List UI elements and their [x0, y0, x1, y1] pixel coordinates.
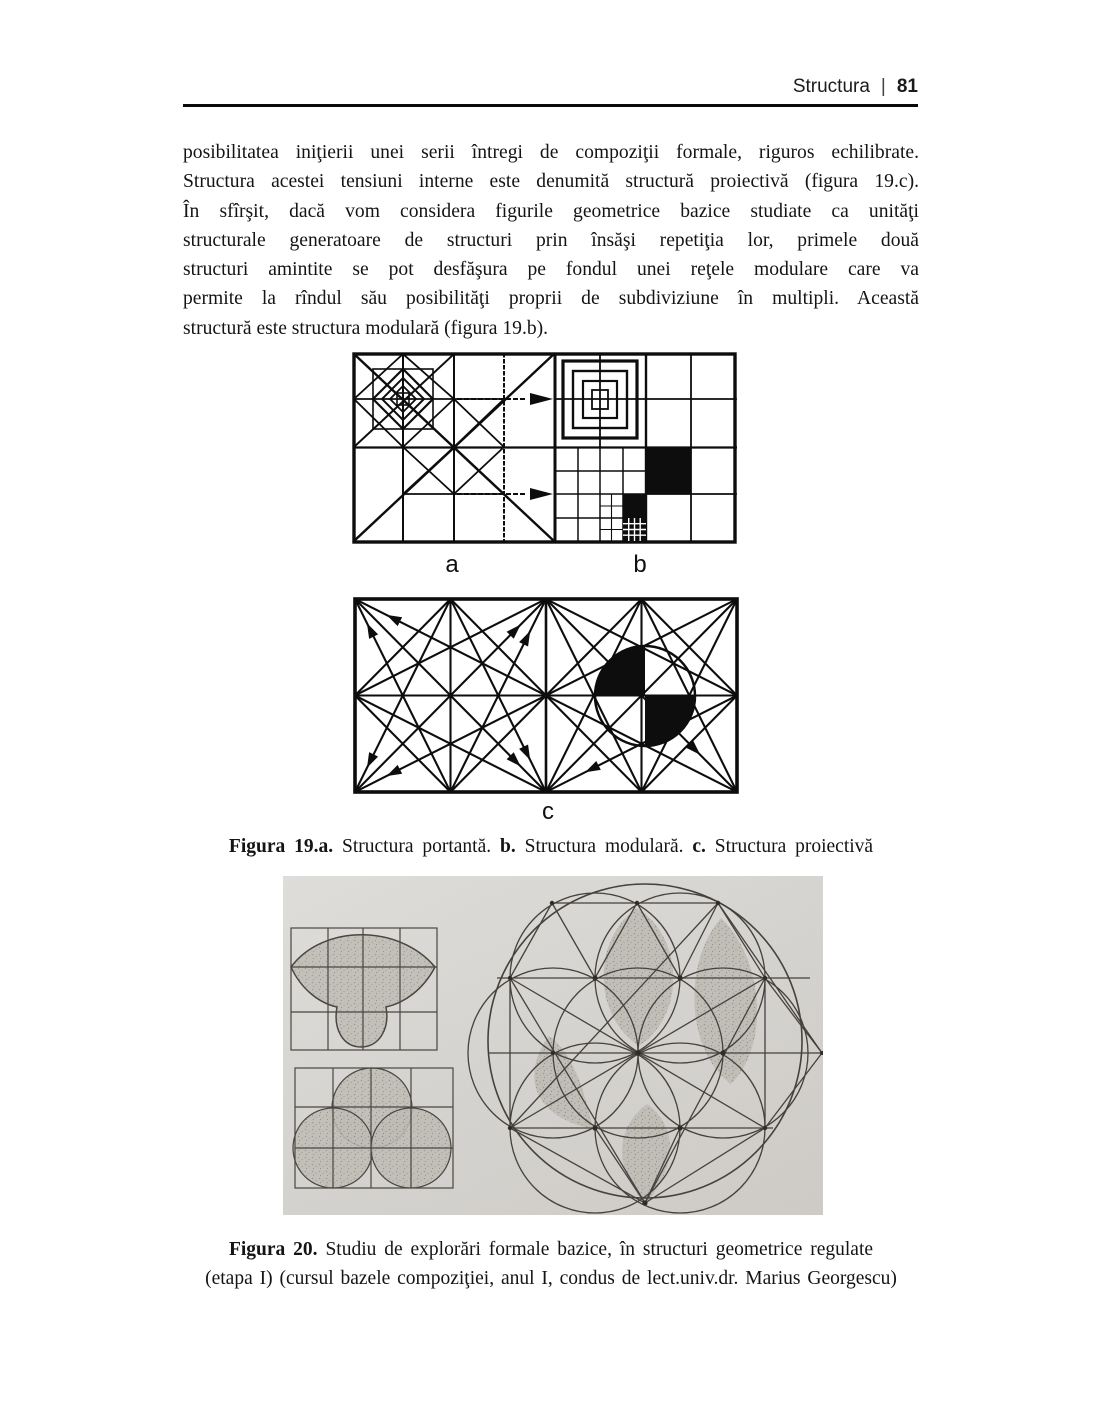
figure20-caption-number: Figura 20.	[228, 1239, 318, 1260]
paragraph-line: structură este structura modulară (figura 19.b).	[183, 317, 549, 339]
paragraph-line: În sfîrşit, dacă vom considera figurile geometrice bazice studiate ca unităţi	[183, 200, 919, 222]
figure-19c-diagram	[353, 597, 740, 796]
header-rule	[183, 104, 918, 107]
paragraph-line: Structura acestei tensiuni interne este denumită structură proiectivă (figura 19.c).	[183, 171, 919, 193]
figure19-label-c: c	[542, 798, 554, 825]
figure20-photo	[283, 876, 823, 1215]
figure19-caption-number: Figura 19.a.	[228, 836, 334, 857]
figure-19ab-diagram	[352, 352, 737, 544]
figure20-caption-line2: (etapa I) (cursul bazele compoziţiei, anul I, condus de lect.univ.dr. Marius Georgescu)	[205, 1267, 897, 1289]
figure19-label-b: b	[633, 551, 647, 578]
paragraph-line: structuri amintite se pot desfăşura pe fondul unei reţele modulare care va	[183, 259, 919, 281]
figure19-label-a: a	[445, 551, 459, 578]
header-section-title: Structura	[792, 76, 870, 97]
header-separator: |	[880, 76, 886, 97]
paragraph-line: posibilitatea iniţierii unei serii întregi de compoziţii formale, riguros echilibrate.	[183, 142, 919, 163]
header-page-number: 81	[896, 76, 918, 97]
page-header	[183, 76, 918, 98]
paragraph-line: permite la rîndul său posibilităţi proprii de subdiviziune în multipli. Această	[183, 288, 919, 310]
figure19-caption: Figura 19.a. Structura portantă. b. Structura modulară. c. Structura proiectivă	[228, 836, 874, 857]
body-paragraph	[183, 138, 919, 343]
figure20-caption	[183, 1236, 919, 1293]
paragraph-line: structurale generatoare de structuri prin însăşi repetiţia lor, primele două	[183, 229, 919, 251]
figure20-caption-line1: Figura 20. Studiu de explorări formale bazice, în structuri geometrice regulate	[228, 1239, 874, 1260]
